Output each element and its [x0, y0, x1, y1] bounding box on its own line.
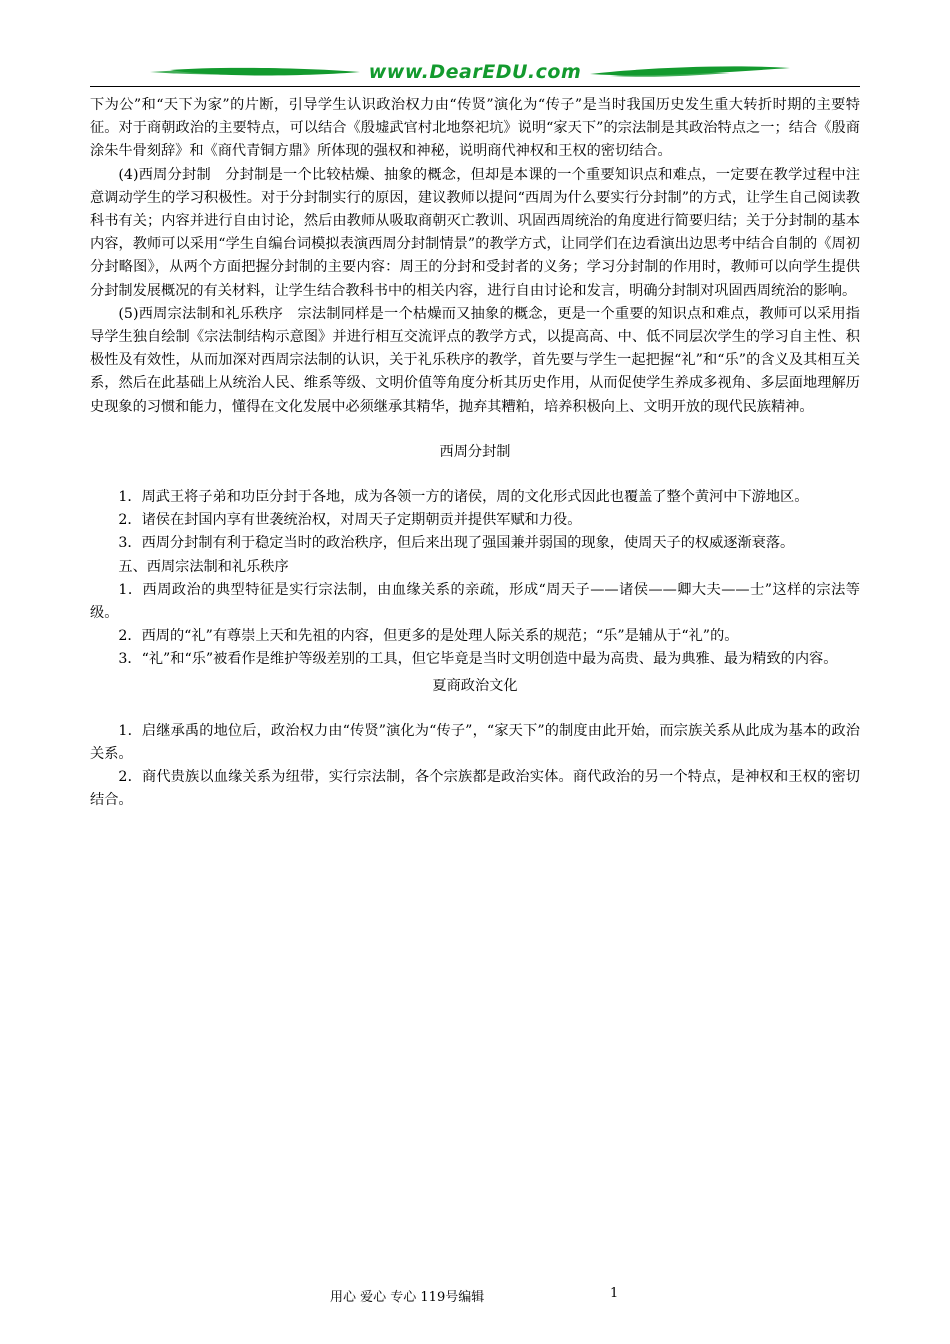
list-item: 1．周武王将子弟和功臣分封于各地，成为各领一方的诸侯，周的文化形式因此也覆盖了整个黄河中下游地区。: [118, 489, 809, 506]
list-item: 2．商代贵族以血缘关系为纽带，实行宗法制，各个宗族都是政治实体。商代政治的另一个特点，是神权和王权的密切结合。: [90, 769, 860, 809]
list-item: 1．西周政治的典型特征是实行宗法制，由血缘关系的亲疏，形成“周天子——诸侯——卿大夫——士”这样的宗法等级。: [90, 581, 860, 622]
list-item: 1．启继承禹的地位后，政治权力由“传贤”演化为“传子”，“家天下”的制度由此开始，而宗族关系从此成为基本的政治关系。: [90, 722, 860, 763]
header-divider: [90, 86, 860, 87]
section-title-xiashang: 夏商政治文化: [432, 677, 518, 694]
page-number: 1: [610, 1286, 619, 1301]
section-title-fengjian: 西周分封制: [439, 443, 511, 460]
list-item: 3．西周分封制有利于稳定当时的政治秩序，但后来出现了强国兼并弱国的现象，使周天子的权威逐渐衰落。: [118, 535, 795, 552]
footer-slogan: 用心 爱心 专心 119号编辑: [330, 1290, 485, 1305]
paragraph-continuation: 下为公”和“天下为家”的片断，引导学生认识政治权力由“传贤”演化为“传子”是当时我国历史发生重大转折时期的主要特征。对于商朝政治的主要特点，可以结合《殷墟武官村北地祭祀坑》说明“家天下”的宗法制是其政治特点之一；结合《殷商涂朱牛骨刻辞》和《商代青铜方鼎》所体现的强权和神秘，说明商代神权和王权的密切结合。: [90, 97, 860, 160]
paragraph-zongfa: (5)西周宗法制和礼乐秩序 宗法制同样是一个枯燥而又抽象的概念，更是一个重要的知识点和难点，教师可以采用指导学生独自绘制《宗法制结构示意图》并进行相互交流评点的教学方式，以提高高、中、低不同层次学生的学习自主性、积极性及有效性，从而加深对西周宗法制的认识，关于礼乐秩序的教学，首先要与学生一起把握“礼”和“乐”的含义及其相互关系，然后在此基础上从统治人民、维系等级、文明价值等角度分析其历史作用，从而促使学生养成多视角、多层面地理解历史现象的习惯和能力，懂得在文化发展中必须继承其精华，抛弃其糟粕，培养积极向上、文明开放的现代民族精神。: [90, 305, 860, 415]
site-logo-text[interactable]: www.DearEDU.com: [368, 61, 582, 83]
paragraph-fengjian: (4)西周分封制 分封制是一个比较枯燥、抽象的概念，但却是本课的一个重要知识点和难点，一定要在教学过程中注意调动学生的学习积极性。对于分封制实行的原因，建议教师以提问“西周为什么要实行分封制”的方式，让学生自己阅读教科书有关；内容并进行自由讨论，然后由教师从吸取商朝灭亡教训、巩固西周统治的角度进行简要归结；关于分封制的基本内容，教师可以采用“学生自编台词模拟表演西周分封制情景”的教学方式，让同学们在边看演出边思考中结合自制的《周初分封略图》，从两个方面把握分封制的主要内容：周王的分封和受封者的义务；学习分封制的作用时，教师可以向学生提供分封制发展概况的有关材料，让学生结合教科书中的相关内容，进行自由讨论和发言，明确分封制对巩固西周统治的影响。: [90, 166, 860, 299]
section-title-zongfa: 五、西周宗法制和礼乐秩序: [118, 558, 289, 575]
list-item: 2．诸侯在封国内享有世袭统治权，对周天子定期朝贡并提供军赋和力役。: [118, 512, 582, 529]
document-body: [90, 94, 860, 813]
list-item: 3．“礼”和“乐”被看作是维护等级差别的工具，但它毕竟是当时文明创造中最为高贵、最为典雅、最为精致的内容。: [118, 651, 838, 668]
list-item: 2．西周的“礼”有尊崇上天和先祖的内容，但更多的是处理人际关系的规范；“乐”是辅从于“礼”的。: [118, 628, 739, 645]
